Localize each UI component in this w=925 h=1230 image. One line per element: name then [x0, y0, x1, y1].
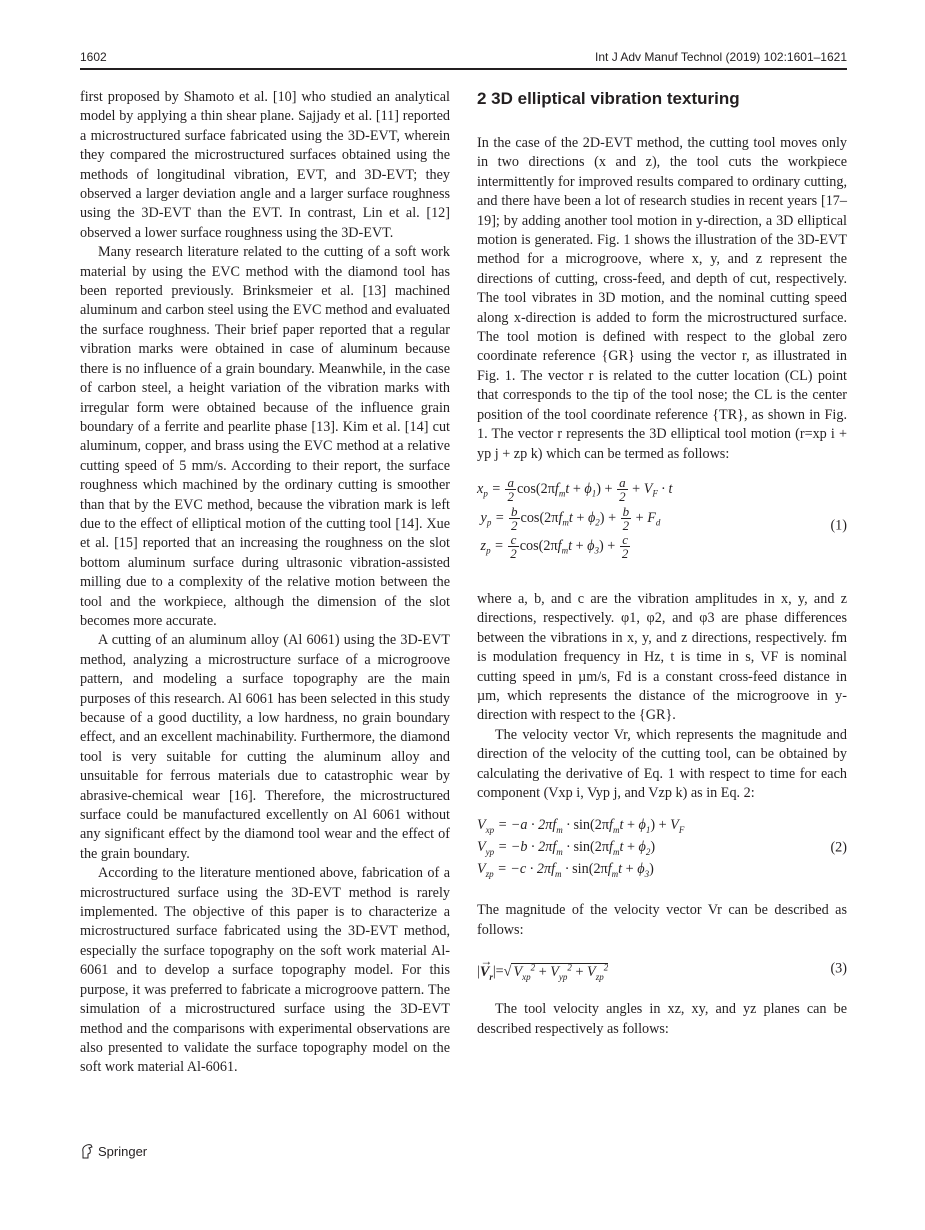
equation-line: $y_p$ = $\frac{b}{2}$ $\cos(2\pi f_mt + \phi_2)$ + $\frac{b}{2}$ + $F_d$ [477, 503, 661, 533]
paragraph: first proposed by Shamoto et al. [10] who studied an analytical model by applying a thin shear plane. Sajjady et al. [11] reported a microstructured surface fabricated using the 3D-EVT, wherein they compared the microstructured surfaces obtained using the methods of longitudinal vibration, EVT, and 3D-EVT; they observed a larger deviation angle and a larger surface roughness using the 3D-EVT than the EVT. In contrast, Lin et al. [12] observed a lower surface roughness using the 3D-EVT. [80, 89, 450, 241]
page-header [80, 50, 847, 68]
paragraph: The tool velocity angles in xz, xy, and yz planes can be described respectively as follows: [477, 1001, 847, 1037]
equation-1 [477, 476, 847, 576]
equation-number: (2) [830, 839, 847, 856]
equation-line: $x_p$ = $\frac{a}{2}$ $\cos(2\pi f_mt + \phi_1)$ + $\frac{a}{2}$ + $V_F \cdot t$ [477, 474, 673, 504]
paragraph: In the case of the 2D-EVT method, the cutting tool moves only in two directions (x and z), the tool cuts the workpiece intermittently for improved results compared to ordinary cutting, and there have been a lot of research studies in recent years [17–19]; by adding another tool motion in y-direction, a 3D elliptical motion is generated. Fig. 1 shows the illustration of the 3D-EVT method for a microgroove, where x, y, and z represent the directions of cutting, cross-feed, and depth of cut, respectively. The tool vibrates in 3D motion, and the nominal cutting speed along x-direction is added to form the microstructured surface. The tool motion is defined with respect to the global zero coordinate reference {GR} using the vector r, as illustrated in Fig. 1. The vector r is related to the cutter location (CL) point that corresponds to the tip of the tool nose; the CL is the center position of the tool coordinate reference {TR}, as shown in Fig. 1. The vector r represents the 3D elliptical tool motion (r=xp i + yp j + zp k) which can be termed as follows: [477, 135, 847, 462]
header-rule [80, 68, 847, 70]
paragraph: Many research literature related to the cutting of a soft work material by using the EVC method with the diamond tool has been reported previously. Brinksmeier et al. [13] machined aluminum and carbon steel using the EVC method and evaluated the surface roughness. Their brief paper reported that a regular vibration marks were obtained in case of aluminum because there is no influence of a grain boundary. Meanwhile, in the case of carbon steel, a height variation of the vibration marks with irregular form were obtained because of the influence grain boundary of a ferrite and pearlite phase [13]. Kim et al. [14] cut aluminum, copper, and brass using the EVC method at a relative cutting speed of 5 mm/s. According to their report, the surface roughness which machined by the ordinary cutting is smoother than that by the EVC method, because the vibration mark is left due to the effect of elliptical motion of the cutting tool [14]. Xue et al. [15] reported that an increasing the roughness on the slot bottom aluminum surface during ultrasonic vibration-assisted milling due to a complexity of the relative motion between the tool and the workpiece, although the dimension of the slot becomes more accurate. [80, 244, 450, 629]
page-footer [80, 1143, 147, 1159]
equation-line: |→ $V_r|=√$ $V_{xp}^2 + V_{yp}^2 + V_{zp}^2$ [477, 952, 847, 992]
paragraph: A cutting of an aluminum alloy (Al 6061) using the 3D-EVT method, analyzing a microstructure surface of a microgroove pattern, and modeling a surface topography are the main purposes of this research. Al 6061 has been selected in this study because of a good ductility, a low hardness, no grain boundary effect, and an excellent machinability. Furthermore, the diamond tool is very suitable for cutting the aluminum alloy and unsuitable for ferrous materials due to catastrophic wear by abrasive-chemical wear [16]. Therefore, the microstructured surface could be manufactured excellently on Al 6061 without any significant effect by the diamond tool wear and the effect of the grain boundary. [80, 632, 450, 862]
paragraph: The velocity vector Vr, which represents the magnitude and direction of the velocity of the cutting tool, can be obtained by calculating the derivative of Eq. 1 with respect to time for each component (Vxp i, Vyp j, and Vzp k) as in Eq. 2: [477, 726, 847, 801]
equation-2 [477, 817, 847, 879]
paragraph: According to the literature mentioned above, fabrication of a microstructured surface using the 3D-EVT method is rarely implemented. The objective of this paper is to characterize a microstructured surface fabricated using the 3D-EVT method, especially the surface topography on the soft work material Al-6061 and to develop a surface topography model. For this purpose, it was preferred to fabricate a microgroove pattern. The simulation of a microstructured surface using the 3D-EVT method and the comparisons with experimental observations are also presented to validate the surface topography model on the soft work material Al-6061. [80, 865, 450, 1076]
springer-horse-icon [80, 1143, 94, 1159]
page-number: 1602 [80, 50, 107, 64]
equation-line: $V_{yp} = -b \cdot 2\pi f_m \cdot \sin(2\pi f_mt + \phi_2)$ [477, 839, 656, 858]
equation-line: $V_{zp} = -c \cdot 2\pi f_m \cdot \sin(2\pi f_mt + \phi_3)$ [477, 861, 654, 879]
equation-3 [477, 952, 847, 986]
publisher-name: Springer [98, 1143, 148, 1159]
right-column [477, 88, 847, 1039]
paragraph: The magnitude of the velocity vector Vr can be described as follows: [477, 902, 847, 938]
journal-citation: Int J Adv Manuf Technol (2019) 102:1601–1621 [595, 50, 847, 64]
equation-number: (3) [830, 960, 847, 977]
equation-line: $z_p$ = $\frac{c}{2}$ $\cos(2\pi f_mt + \phi_3)$ + $\frac{c}{2}$ [477, 532, 629, 562]
paragraph: where a, b, and c are the vibration amplitudes in x, y, and z directions, respectively. φ1, φ2, and φ3 are phase differences between the vibrations in x, y, and z directions, respectively. fm is modulation frequency in Hz, t is time in s, VF is nominal cutting speed in µm/s, Fd is a constant cross-feed distance in µm, which represents the distance of the microgroove in y-direction with respect to the {GR}. [477, 590, 847, 724]
left-column [80, 88, 450, 1078]
equation-number: (1) [830, 517, 847, 534]
section-title: 2 3D elliptical vibration texturing [477, 89, 740, 108]
equation-line: $V_{xp} = -a \cdot 2\pi f_m \cdot \sin(2\pi f_mt + \phi_1) + V_F$ [477, 817, 685, 836]
